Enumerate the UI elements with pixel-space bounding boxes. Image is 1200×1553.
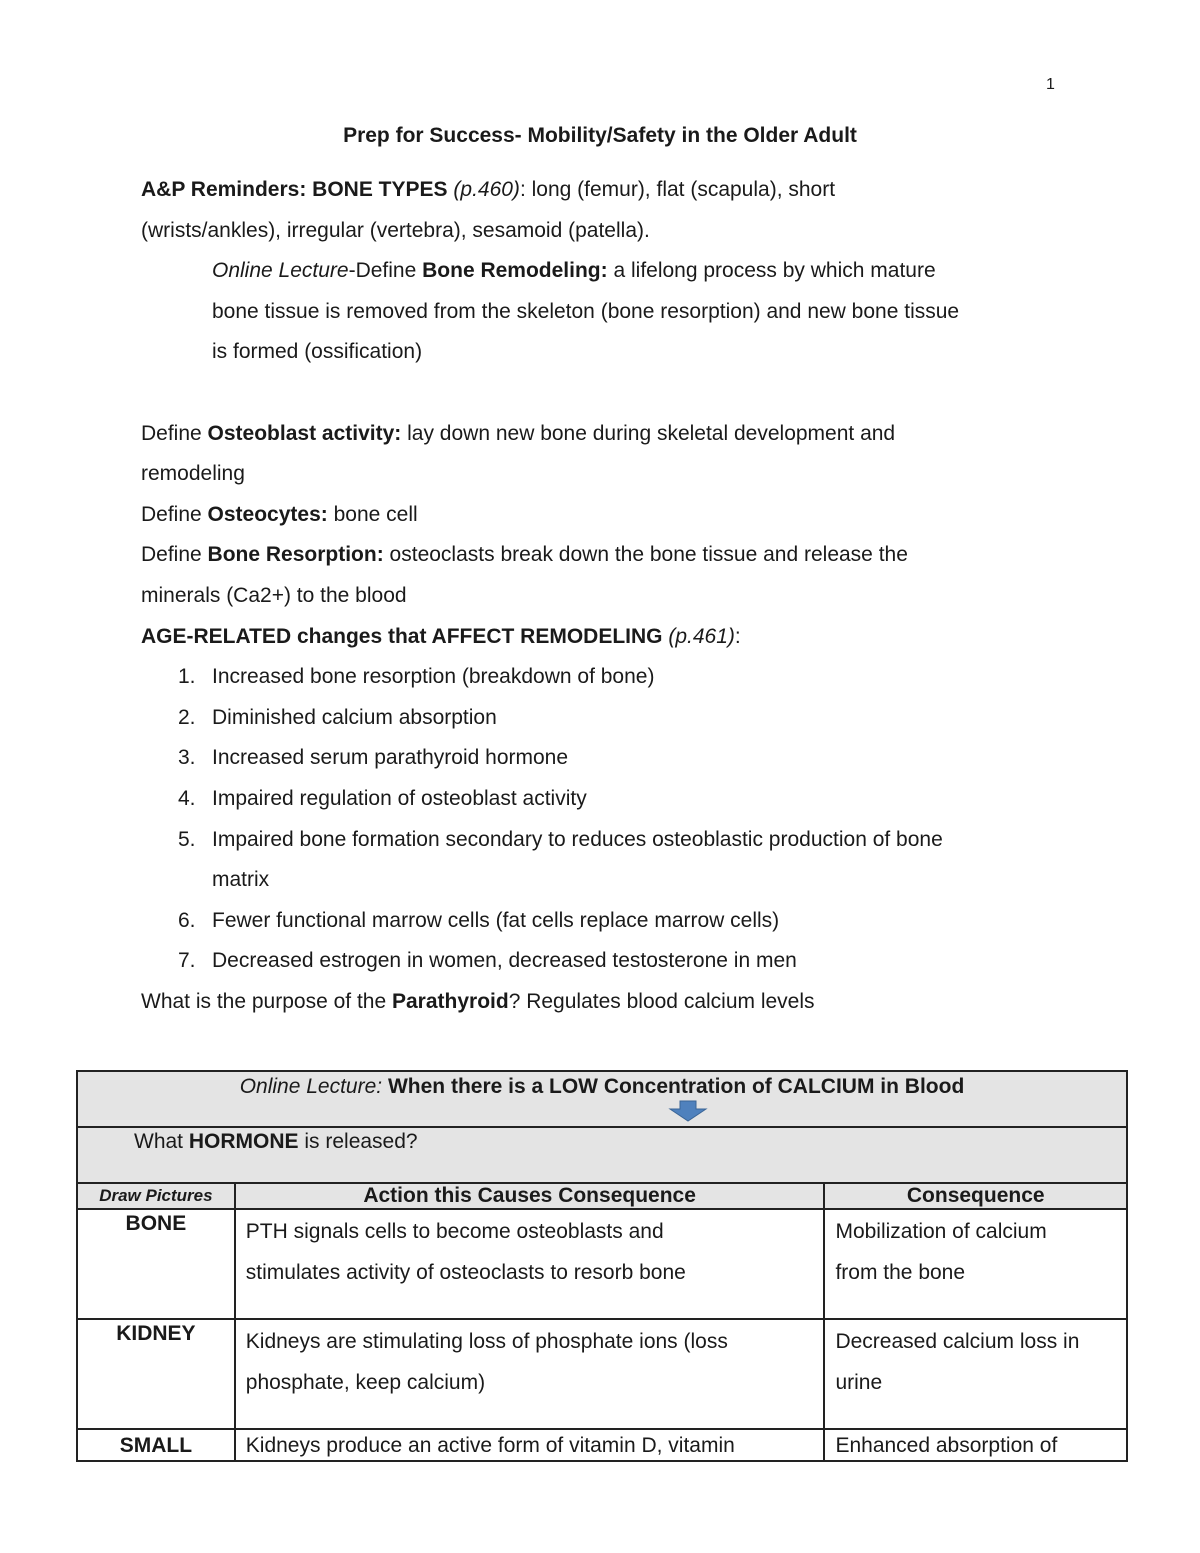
consequence-cell bbox=[824, 1429, 1127, 1461]
define-word: Define bbox=[141, 421, 208, 445]
hormone-term: HORMONE bbox=[188, 1130, 299, 1153]
action-cell bbox=[235, 1209, 825, 1319]
age-related-colon: : bbox=[734, 624, 741, 648]
age-related-title: AGE-RELATED changes that AFFECT REMODELING bbox=[141, 624, 663, 648]
resorption-def: osteoclasts break down the bone tissue and release the bbox=[383, 543, 908, 567]
ap-reminders bbox=[141, 170, 1081, 211]
page-title: Prep for Success- Mobility/Safety in the Older Adult bbox=[343, 124, 857, 147]
list-number: 1. bbox=[178, 665, 196, 689]
list-item bbox=[141, 860, 1081, 901]
list-item bbox=[141, 820, 1081, 861]
list-item bbox=[141, 698, 1081, 739]
parathyroid-suffix: ? bbox=[508, 989, 521, 1013]
resorption-definition bbox=[141, 535, 1081, 576]
parathyroid-answer: Regulates blood calcium levels bbox=[520, 989, 815, 1013]
age-related-heading bbox=[141, 617, 1081, 658]
list-item bbox=[141, 657, 1081, 698]
down-arrow-icon bbox=[668, 1100, 708, 1122]
list-number: 3. bbox=[178, 746, 196, 770]
consequence-line: from the bone bbox=[835, 1260, 966, 1284]
age-related-list bbox=[141, 657, 1081, 982]
parathyroid-question bbox=[141, 982, 1081, 1023]
action-line: stimulates activity of osteoclasts to resorb bone bbox=[245, 1260, 686, 1284]
table-header-title bbox=[77, 1071, 1127, 1127]
osteocytes-definition bbox=[141, 495, 1081, 536]
resorption-term: Bone Resorption: bbox=[207, 543, 384, 567]
table-row bbox=[77, 1319, 1127, 1429]
consequence-line: Mobilization of calcium bbox=[835, 1220, 1047, 1243]
define-word: Define bbox=[141, 543, 208, 567]
action-cell bbox=[235, 1429, 825, 1461]
table-source: Online Lecture: bbox=[239, 1075, 383, 1098]
remodeling-source: Online Lecture bbox=[212, 259, 349, 283]
consequence-line: Enhanced absorption of bbox=[835, 1434, 1058, 1457]
list-text: matrix bbox=[212, 868, 270, 892]
row-label: SMALL bbox=[77, 1429, 235, 1461]
ap-page-ref: (p.460) bbox=[453, 178, 520, 201]
list-text: Diminished calcium absorption bbox=[212, 705, 497, 729]
action-line: Kidneys produce an active form of vitamin D, vitamin bbox=[245, 1434, 735, 1457]
column-header-draw: Draw Pictures bbox=[77, 1183, 235, 1209]
consequence-line: urine bbox=[835, 1370, 883, 1394]
remodeling-definition bbox=[141, 251, 1081, 292]
list-item bbox=[141, 941, 1081, 982]
table-row bbox=[77, 1429, 1127, 1461]
list-item bbox=[141, 901, 1081, 942]
bone-types-label: BONE TYPES bbox=[312, 178, 448, 201]
parathyroid-prefix: What is the purpose of the bbox=[141, 989, 392, 1013]
action-line: PTH signals cells to become osteoblasts and bbox=[245, 1220, 664, 1243]
action-line: phosphate, keep calcium) bbox=[245, 1370, 486, 1394]
list-text: Impaired bone formation secondary to reduces osteoblastic production of bone bbox=[212, 827, 943, 851]
remodeling-def: a lifelong process by which mature bbox=[607, 259, 936, 283]
define-word: Define bbox=[141, 502, 208, 526]
consequence-cell bbox=[824, 1319, 1127, 1429]
list-text: Impaired regulation of osteoblast activity bbox=[212, 786, 587, 810]
column-header-action: Action this Causes Consequence bbox=[235, 1183, 825, 1209]
calcium-table bbox=[76, 1070, 1128, 1462]
list-number: 4. bbox=[178, 786, 196, 810]
remodeling-line-2: bone tissue is removed from the skeleton (bone resorption) and new bone tissue bbox=[212, 299, 960, 323]
ap-label: A&P Reminders: bbox=[141, 178, 307, 201]
osteocytes-def: bone cell bbox=[327, 502, 418, 526]
osteoblast-def: lay down new bone during skeletal development and bbox=[401, 421, 896, 445]
osteoblast-term: Osteoblast activity: bbox=[207, 421, 402, 445]
list-number: 2. bbox=[178, 705, 196, 729]
remodeling-line-3: is formed (ossification) bbox=[212, 340, 423, 364]
table-title: When there is a LOW Concentration of CALCIUM in Blood bbox=[382, 1075, 965, 1098]
list-text: Fewer functional marrow cells (fat cells replace marrow cells) bbox=[212, 908, 780, 932]
row-label: BONE bbox=[77, 1209, 235, 1319]
age-related-page-ref: (p.461) bbox=[668, 624, 735, 648]
remodeling-term: Bone Remodeling: bbox=[422, 259, 608, 283]
page-number: 1 bbox=[1046, 76, 1055, 93]
resorption-def-2: minerals (Ca2+) to the blood bbox=[141, 583, 407, 607]
list-text: Increased serum parathyroid hormone bbox=[212, 746, 569, 770]
osteocytes-term: Osteocytes: bbox=[207, 502, 328, 526]
list-text: Decreased estrogen in women, decreased testosterone in men bbox=[212, 949, 797, 973]
list-number: 5. bbox=[178, 827, 196, 851]
consequence-cell bbox=[824, 1209, 1127, 1319]
list-item bbox=[141, 738, 1081, 779]
row-label: KIDNEY bbox=[77, 1319, 235, 1429]
osteoblast-def-2: remodeling bbox=[141, 462, 245, 486]
hormone-suffix: is released? bbox=[298, 1130, 418, 1153]
consequence-line: Decreased calcium loss in bbox=[835, 1330, 1080, 1353]
ap-text-1: : long (femur), flat (scapula), short bbox=[519, 178, 836, 201]
action-line: Kidneys are stimulating loss of phosphate ions (loss bbox=[245, 1330, 728, 1353]
table-row bbox=[77, 1209, 1127, 1319]
ap-text-2: (wrists/ankles), irregular (vertebra), sesamoid (patella). bbox=[141, 218, 650, 242]
hormone-prefix: What bbox=[134, 1130, 189, 1153]
list-number: 7. bbox=[178, 949, 196, 973]
parathyroid-term: Parathyroid bbox=[391, 989, 509, 1013]
list-number: 6. bbox=[178, 908, 196, 932]
document-body bbox=[141, 170, 1081, 1022]
osteoblast-definition bbox=[141, 414, 1081, 455]
list-item bbox=[141, 779, 1081, 820]
column-header-consequence: Consequence bbox=[824, 1183, 1127, 1209]
action-cell bbox=[235, 1319, 825, 1429]
list-text: Increased bone resorption (breakdown of bone) bbox=[212, 665, 655, 689]
hormone-question-row bbox=[77, 1127, 1127, 1183]
remodeling-prefix: -Define bbox=[348, 259, 423, 283]
